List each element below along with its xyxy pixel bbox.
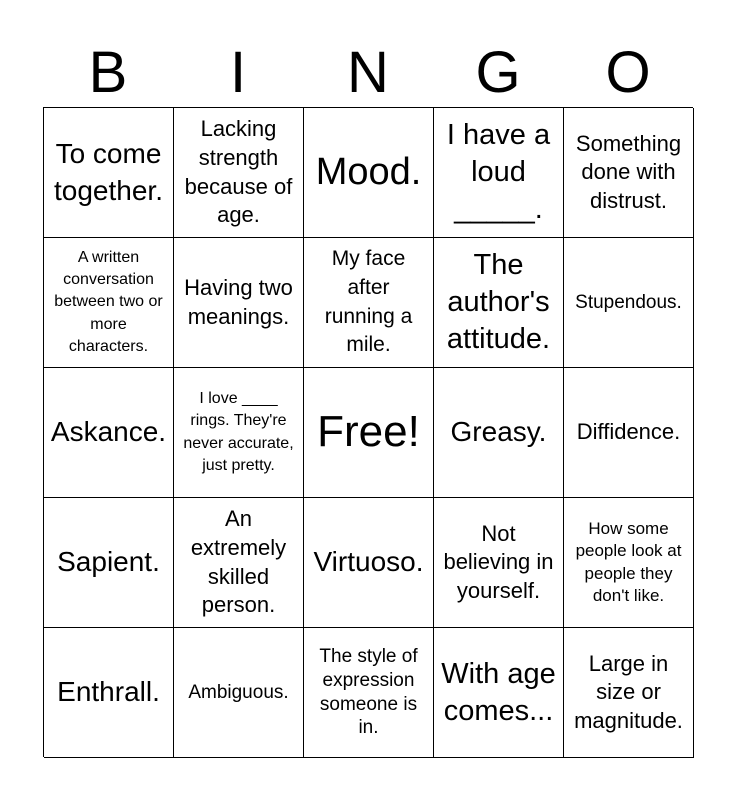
bingo-cell[interactable] (44, 628, 174, 758)
cell-text: Greasy. (450, 416, 547, 448)
bingo-cell[interactable] (44, 108, 174, 238)
cell-text: An extremely skilled person. (190, 506, 287, 618)
bingo-cell[interactable] (434, 368, 564, 498)
bingo-cell[interactable] (564, 238, 694, 368)
bingo-cell[interactable] (174, 498, 304, 628)
cell-text: Enthrall. (57, 676, 160, 708)
cell-text: Having two meanings. (184, 274, 293, 329)
bingo-cell[interactable] (564, 498, 694, 628)
cell-text: Not believing in yourself. (443, 520, 554, 603)
free-space: Free! (317, 407, 420, 457)
bingo-cell[interactable] (304, 368, 434, 498)
cell-text: Stupendous. (575, 291, 682, 313)
bingo-header (43, 40, 693, 106)
cell-text: Askance. (50, 416, 167, 448)
cell-text: The style of expression someone is in. (319, 646, 418, 739)
cell-text: A written conversation between two or more characters. (54, 248, 163, 356)
bingo-cell[interactable] (434, 498, 564, 628)
bingo-cell[interactable] (564, 368, 694, 498)
bingo-cell[interactable] (304, 108, 434, 238)
bingo-cell[interactable] (564, 108, 694, 238)
cell-text: Something done with distrust. (575, 130, 682, 213)
header-letter-n: N (347, 40, 389, 105)
header-letter-o: O (605, 40, 651, 105)
cell-text: My face after running a mile. (324, 246, 413, 357)
header-letter-b: B (88, 40, 128, 105)
bingo-cell[interactable] (174, 238, 304, 368)
bingo-cell[interactable] (434, 238, 564, 368)
cell-text: How some people look at people they don't like. (575, 518, 682, 605)
cell-text: Lacking strength because of age. (184, 116, 293, 228)
cell-text: Virtuoso. (313, 546, 424, 578)
bingo-cell[interactable] (44, 238, 174, 368)
bingo-cell[interactable] (44, 498, 174, 628)
cell-text: With age comes... (441, 657, 556, 727)
cell-text: Mood. (315, 150, 422, 193)
bingo-board (43, 107, 693, 757)
bingo-cell[interactable] (174, 628, 304, 758)
bingo-cell[interactable] (564, 628, 694, 758)
bingo-cell[interactable] (304, 628, 434, 758)
cell-text: I have a loud _____. (446, 119, 551, 225)
cell-text: Ambiguous. (188, 681, 289, 703)
bingo-cell[interactable] (174, 368, 304, 498)
bingo-cell[interactable] (434, 108, 564, 238)
header-letter-i: I (229, 40, 247, 105)
bingo-cell[interactable] (304, 238, 434, 368)
cell-text: Large in size or magnitude. (574, 650, 683, 733)
bingo-cell[interactable] (434, 628, 564, 758)
cell-text: Diffidence. (576, 419, 681, 445)
cell-text: Sapient. (57, 546, 160, 578)
bingo-cell[interactable] (174, 108, 304, 238)
cell-text: The author's attitude. (446, 249, 551, 355)
header-letter-g: G (475, 40, 521, 105)
bingo-cell[interactable] (304, 498, 434, 628)
bingo-cell[interactable] (44, 368, 174, 498)
cell-text: To come together. (54, 138, 163, 206)
cell-text: I love ____ rings. They're never accurate, just pretty. (183, 389, 294, 474)
